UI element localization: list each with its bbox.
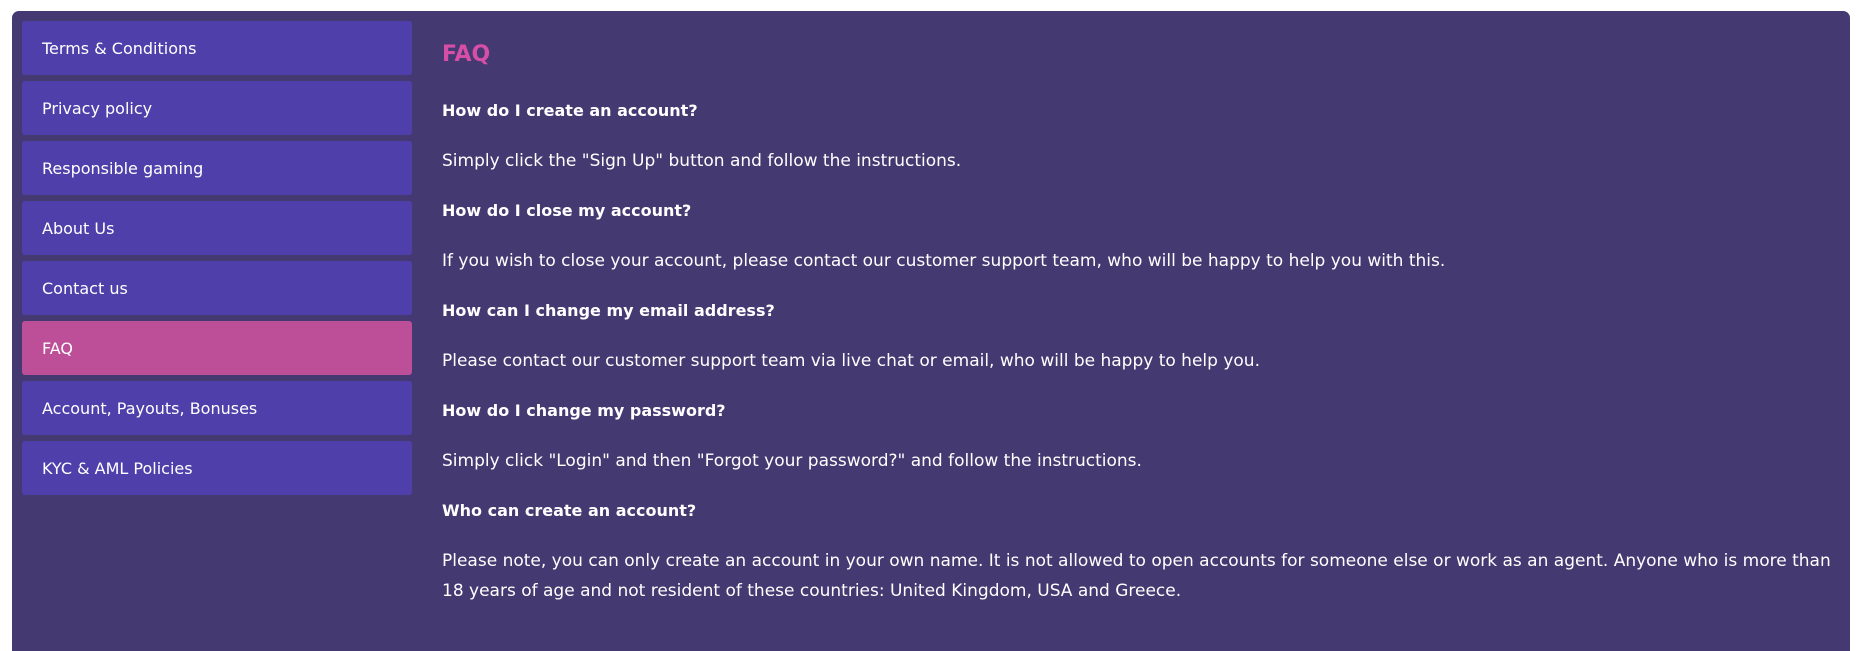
sidebar-item-about-us[interactable]: About Us (22, 201, 412, 255)
content-panel (12, 11, 1850, 651)
faq-item (442, 296, 1842, 376)
faq-answer: If you wish to close your account, please contact our customer support team, who will be happy to help you with this. (442, 251, 1446, 271)
sidebar-item-account-payouts-bonuses[interactable]: Account, Payouts, Bonuses (22, 381, 412, 435)
faq-item (442, 496, 1842, 606)
faq-answer: Simply click "Login" and then "Forgot your password?" and follow the instructions. (442, 451, 1142, 471)
faq-item (442, 196, 1842, 276)
page-title: FAQ (442, 42, 491, 67)
sidebar-item-kyc-aml-policies[interactable]: KYC & AML Policies (22, 441, 412, 495)
faq-question: Who can create an account? (442, 501, 697, 520)
sidebar-item-responsible-gaming[interactable]: Responsible gaming (22, 141, 412, 195)
faq-item (442, 396, 1842, 476)
faq-question: How do I close my account? (442, 201, 692, 220)
faq-content (442, 38, 1842, 626)
faq-answer: Please contact our customer support team via live chat or email, who will be happy to help you. (442, 351, 1260, 371)
sidebar-item-privacy-policy[interactable]: Privacy policy (22, 81, 412, 135)
sidebar-item-terms-conditions[interactable]: Terms & Conditions (22, 21, 412, 75)
faq-question: How do I change my password? (442, 401, 726, 420)
faq-question: How can I change my email address? (442, 301, 775, 320)
sidebar-item-faq[interactable]: FAQ (22, 321, 412, 375)
faq-answer: Simply click the "Sign Up" button and follow the instructions. (442, 151, 962, 171)
sidebar-nav (22, 21, 412, 501)
faq-answer: Please note, you can only create an account in your own name. It is not allowed to open accounts for someone else or work as an agent. Anyone who is more than 18 years of age and not resident of these countries: United Kingdom, USA and Greece. (442, 551, 1831, 601)
sidebar-item-contact-us[interactable]: Contact us (22, 261, 412, 315)
faq-item (442, 96, 1842, 176)
faq-question: How do I create an account? (442, 101, 698, 120)
